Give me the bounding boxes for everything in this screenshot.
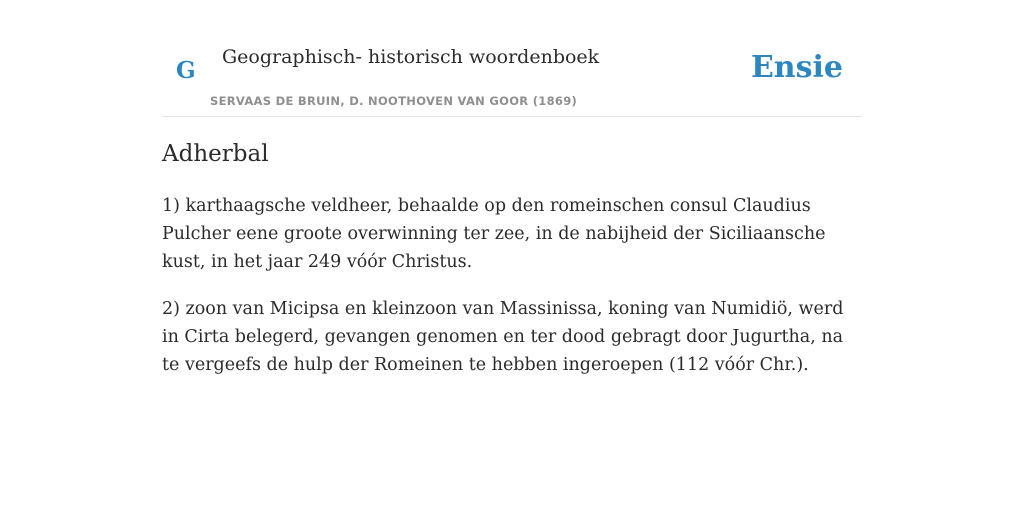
- book-header: [162, 0, 862, 117]
- book-author: SERVAAS DE BRUIN, D. NOOTHOVEN VAN GOOR (1869): [210, 94, 578, 108]
- definition-2: 2) zoon van Micipsa en kleinzoon van Massinissa, koning van Numidiö, werd in Cirta belegerd, gevangen genomen en ter dood gebragt door Jugurtha, na te vergeefs de hulp der Romeinen te hebben ingeroepen (112 vóór Chr.).: [162, 299, 844, 375]
- entry-headword: Adherbal: [162, 141, 269, 167]
- book-initial-icon[interactable]: G: [176, 57, 196, 84]
- book-title[interactable]: Geographisch- historisch woordenboek: [222, 46, 600, 68]
- brand-logo[interactable]: Ensie: [750, 50, 843, 85]
- entry-content: [162, 138, 862, 398]
- definition-1: 1) karthaagsche veldheer, behaalde op den romeinschen consul Claudius Pulcher eene groote overwinning ter zee, in de nabijheid der Siciliaansche kust, in het jaar 249 vóór Christus.: [162, 196, 826, 272]
